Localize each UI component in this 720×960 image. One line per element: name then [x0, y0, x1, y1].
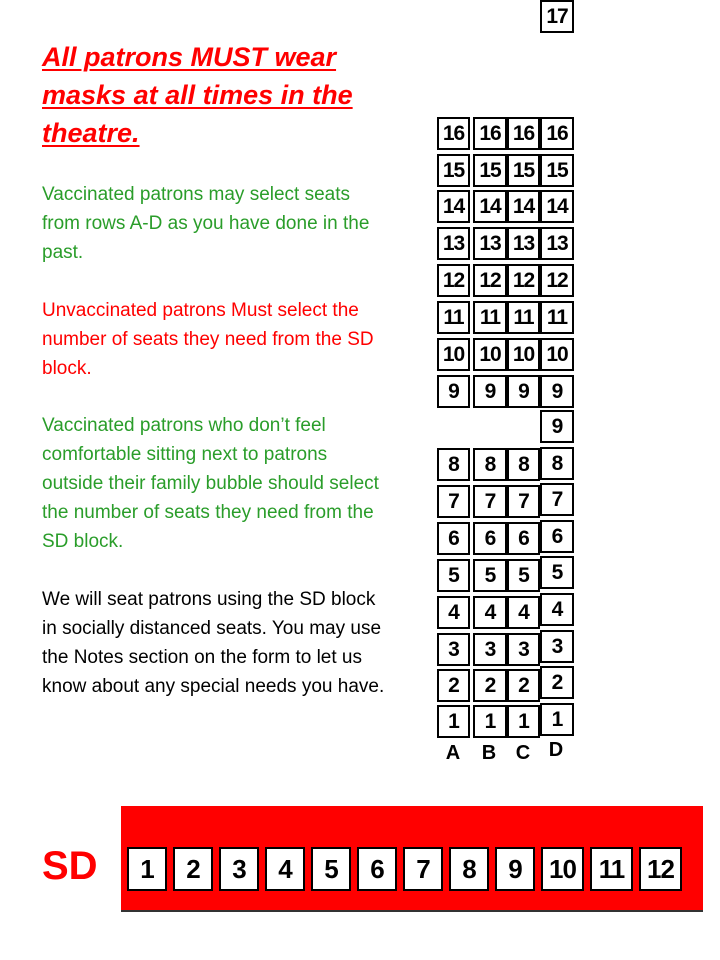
vaccinated-paragraph: Vaccinated patrons may select seats from rows A-D as you have done in the past. [42, 184, 370, 263]
uncomfortable-paragraph: Vaccinated patrons who don’t feel comfortable sitting next to patrons outside their family bubble should select the number of seats they need from the SD block. [42, 415, 379, 552]
seat-C-13[interactable]: 13 [507, 227, 540, 260]
seat-A-14[interactable]: 14 [437, 190, 470, 223]
column-label-B: B [481, 742, 497, 764]
seat-B-11[interactable]: 11 [473, 301, 507, 334]
seat-A-8[interactable]: 8 [437, 448, 470, 481]
seat-A-10[interactable]: 10 [437, 338, 470, 371]
seat-A-9[interactable]: 9 [437, 375, 470, 408]
sd-seat-3[interactable]: 3 [219, 847, 259, 891]
seat-C-10[interactable]: 10 [507, 338, 540, 371]
seat-B-15[interactable]: 15 [473, 154, 507, 187]
seat-C-5[interactable]: 5 [507, 559, 540, 592]
seat-D-9[interactable]: 9 [540, 410, 574, 443]
column-label-A: A [445, 742, 461, 764]
seating-paragraph: We will seat patrons using the SD block in socially distanced seats. You may use the Notes section on the form to let us know about any special needs you have. [42, 589, 385, 697]
sd-seat-row [127, 847, 688, 891]
seat-C-7[interactable]: 7 [507, 485, 540, 518]
sd-seat-4[interactable]: 4 [265, 847, 305, 891]
seat-D-12[interactable]: 11 [540, 301, 574, 334]
sd-seat-11[interactable]: 11 [590, 847, 633, 891]
seat-B-5[interactable]: 5 [473, 559, 507, 592]
seat-C-4[interactable]: 4 [507, 596, 540, 629]
seat-B-7[interactable]: 7 [473, 485, 507, 518]
seat-D-5[interactable]: 5 [540, 556, 574, 589]
seat-A-16[interactable]: 16 [437, 117, 470, 150]
seat-D-6[interactable]: 6 [540, 520, 574, 553]
seat-B-14[interactable]: 14 [473, 190, 507, 223]
column-label-D: D [548, 739, 564, 761]
column-label-C: C [515, 742, 531, 764]
seat-A-11[interactable]: 11 [437, 301, 470, 334]
seat-C-2[interactable]: 2 [507, 669, 540, 702]
sd-seat-2[interactable]: 2 [173, 847, 213, 891]
seat-A-5[interactable]: 5 [437, 559, 470, 592]
seat-B-9[interactable]: 9 [473, 375, 507, 408]
masks-headline: All patrons MUST wear masks at all times in the theatre. [42, 42, 353, 148]
seat-D-3[interactable]: 3 [540, 630, 574, 663]
seat-D-10[interactable]: 9 [540, 375, 574, 408]
sd-seat-10[interactable]: 10 [541, 847, 584, 891]
seat-A-2[interactable]: 2 [437, 669, 470, 702]
seat-B-10[interactable]: 10 [473, 338, 507, 371]
seat-C-8[interactable]: 8 [507, 448, 540, 481]
seat-B-13[interactable]: 13 [473, 227, 507, 260]
sd-seat-9[interactable]: 9 [495, 847, 535, 891]
seat-C-9[interactable]: 9 [507, 375, 540, 408]
seat-D-18[interactable]: 17 [540, 0, 574, 33]
sd-seat-8[interactable]: 8 [449, 847, 489, 891]
seat-D-2[interactable]: 2 [540, 666, 574, 699]
seat-A-13[interactable]: 13 [437, 227, 470, 260]
seat-A-1[interactable]: 1 [437, 705, 470, 738]
seat-D-8[interactable]: 8 [540, 447, 574, 480]
seat-A-3[interactable]: 3 [437, 633, 470, 666]
seat-B-8[interactable]: 8 [473, 448, 507, 481]
seat-B-1[interactable]: 1 [473, 705, 507, 738]
sd-seat-6[interactable]: 6 [357, 847, 397, 891]
unvaccinated-paragraph: Unvaccinated patrons Must select the number of seats they need from the SD block. [42, 300, 374, 379]
seat-B-2[interactable]: 2 [473, 669, 507, 702]
seat-D-4[interactable]: 4 [540, 593, 574, 626]
sd-seat-12[interactable]: 12 [639, 847, 682, 891]
seat-D-17[interactable]: 16 [540, 117, 574, 150]
seat-D-14[interactable]: 13 [540, 227, 574, 260]
sd-block-label: SD [42, 844, 98, 888]
seat-B-12[interactable]: 12 [473, 264, 507, 297]
seat-D-7[interactable]: 7 [540, 483, 574, 516]
seat-C-1[interactable]: 1 [507, 705, 540, 738]
seat-A-12[interactable]: 12 [437, 264, 470, 297]
seat-B-16[interactable]: 16 [473, 117, 507, 150]
seat-B-6[interactable]: 6 [473, 522, 507, 555]
seat-C-15[interactable]: 15 [507, 154, 540, 187]
seat-D-13[interactable]: 12 [540, 264, 574, 297]
seat-D-11[interactable]: 10 [540, 338, 574, 371]
seat-B-4[interactable]: 4 [473, 596, 507, 629]
sd-seat-5[interactable]: 5 [311, 847, 351, 891]
seat-A-6[interactable]: 6 [437, 522, 470, 555]
seat-B-3[interactable]: 3 [473, 633, 507, 666]
seat-C-6[interactable]: 6 [507, 522, 540, 555]
seat-A-7[interactable]: 7 [437, 485, 470, 518]
sd-seat-1[interactable]: 1 [127, 847, 167, 891]
seat-A-4[interactable]: 4 [437, 596, 470, 629]
seat-D-16[interactable]: 15 [540, 154, 574, 187]
seat-C-16[interactable]: 16 [507, 117, 540, 150]
seat-C-11[interactable]: 11 [507, 301, 540, 334]
seat-A-15[interactable]: 15 [437, 154, 470, 187]
seat-C-12[interactable]: 12 [507, 264, 540, 297]
sd-seat-7[interactable]: 7 [403, 847, 443, 891]
seat-D-15[interactable]: 14 [540, 190, 574, 223]
seat-D-1[interactable]: 1 [540, 703, 574, 736]
seat-C-3[interactable]: 3 [507, 633, 540, 666]
seat-C-14[interactable]: 14 [507, 190, 540, 223]
